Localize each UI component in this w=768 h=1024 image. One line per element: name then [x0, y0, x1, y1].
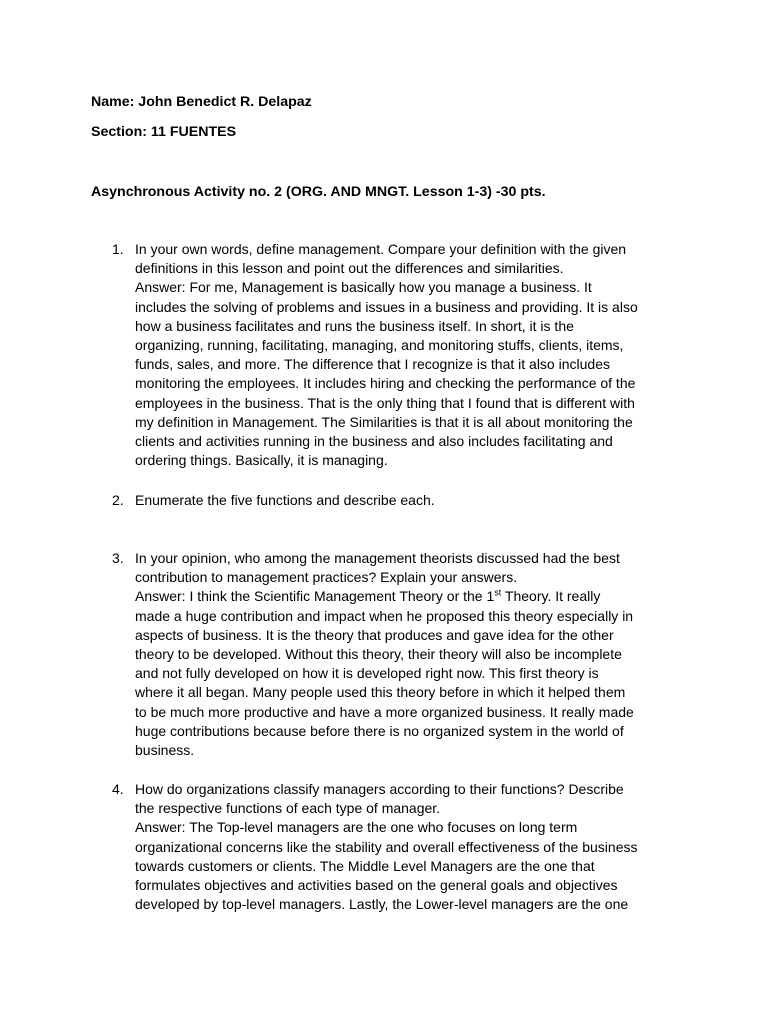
question-number: 2.: [112, 492, 124, 508]
student-name: Name: John Benedict R. Delapaz: [91, 94, 312, 110]
text-line: and not fully developed on how it is developed right now. This first theory is: [135, 665, 599, 682]
text-line: contribution to management practices? Explain your answers.: [135, 569, 518, 586]
text-line: organizing, running, facilitating, managing, and monitoring stuffs, clients, items,: [135, 337, 624, 354]
text-line: includes the solving of problems and issues in a business and providing. It is also: [135, 298, 638, 315]
question-text: [135, 549, 682, 760]
answer-first-line: [135, 587, 682, 606]
text-line: to be much more productive and have a more organized business. It really made: [135, 703, 634, 720]
text-line: aspects of business. It is the theory that produces and gave idea for the other: [135, 626, 614, 643]
text-line: where it all began. Many people used this theory before in which it helped them: [135, 684, 626, 701]
text-line: developed by top-level managers. Lastly, the Lower-level managers are the one: [135, 896, 629, 913]
text-line: How do organizations classify managers according to their functions? Describe: [135, 781, 624, 797]
text-line: how a business facilitates and runs the business itself. In short, it is the: [135, 317, 574, 334]
text-line: business.: [135, 742, 195, 759]
text-line: my definition in Management. The Similarities is that it is all about monitoring the: [135, 413, 633, 430]
text-line: In your own words, define management. Compare your definition with the given: [135, 241, 627, 257]
text-line: made a huge contribution and impact when he proposed this theory especially in: [135, 607, 634, 624]
text-line: theory to be developed. Without this theory, their theory will also be incomplete: [135, 646, 622, 663]
text-segment: Answer: I think the Scientific Management Theory or the 1: [135, 588, 495, 605]
question-text: [135, 491, 682, 510]
question-number: 3.: [112, 550, 124, 566]
text-line: towards customers or clients. The Middle Level Managers are the one that: [135, 857, 595, 874]
activity-title: Asynchronous Activity no. 2 (ORG. AND MNGT. Lesson 1-3) -30 pts.: [91, 184, 546, 200]
text-line: Answer: The Top-level managers are the one who focuses on long term: [135, 819, 578, 836]
text-line: Enumerate the five functions and describe each.: [135, 492, 435, 508]
text-line: In your opinion, who among the management theorists discussed had the best: [135, 550, 620, 566]
text-line: ordering things. Basically, it is managing.: [135, 452, 388, 469]
text-segment: Theory. It really: [501, 588, 601, 605]
student-section: Section: 11 FUENTES: [91, 124, 237, 140]
question-text: [135, 240, 682, 470]
text-line: the respective functions of each type of manager.: [135, 800, 441, 817]
text-line: funds, sales, and more. The difference that I recognize is that it also includes: [135, 356, 610, 373]
text-line: clients and activities running in the business and also includes facilitating and: [135, 433, 613, 450]
question-number: 4.: [112, 781, 124, 797]
text-line: monitoring the employees. It includes hiring and checking the performance of the: [135, 375, 636, 392]
text-line: Answer: For me, Management is basically how you manage a business. It: [135, 279, 592, 296]
text-line: huge contributions because before there is no organized system in the world of: [135, 722, 624, 739]
text-line: definitions in this lesson and point out the differences and similarities.: [135, 260, 564, 277]
superscript-st: st: [494, 587, 502, 598]
question-text: [135, 780, 682, 914]
question-number: 1.: [112, 241, 124, 257]
text-line: formulates objectives and activities based on the general goals and objectives: [135, 877, 618, 894]
text-line: organizational concerns like the stability and overall effectiveness of the business: [135, 838, 638, 855]
text-line: employees in the business. That is the only thing that I found that is different with: [135, 394, 635, 411]
